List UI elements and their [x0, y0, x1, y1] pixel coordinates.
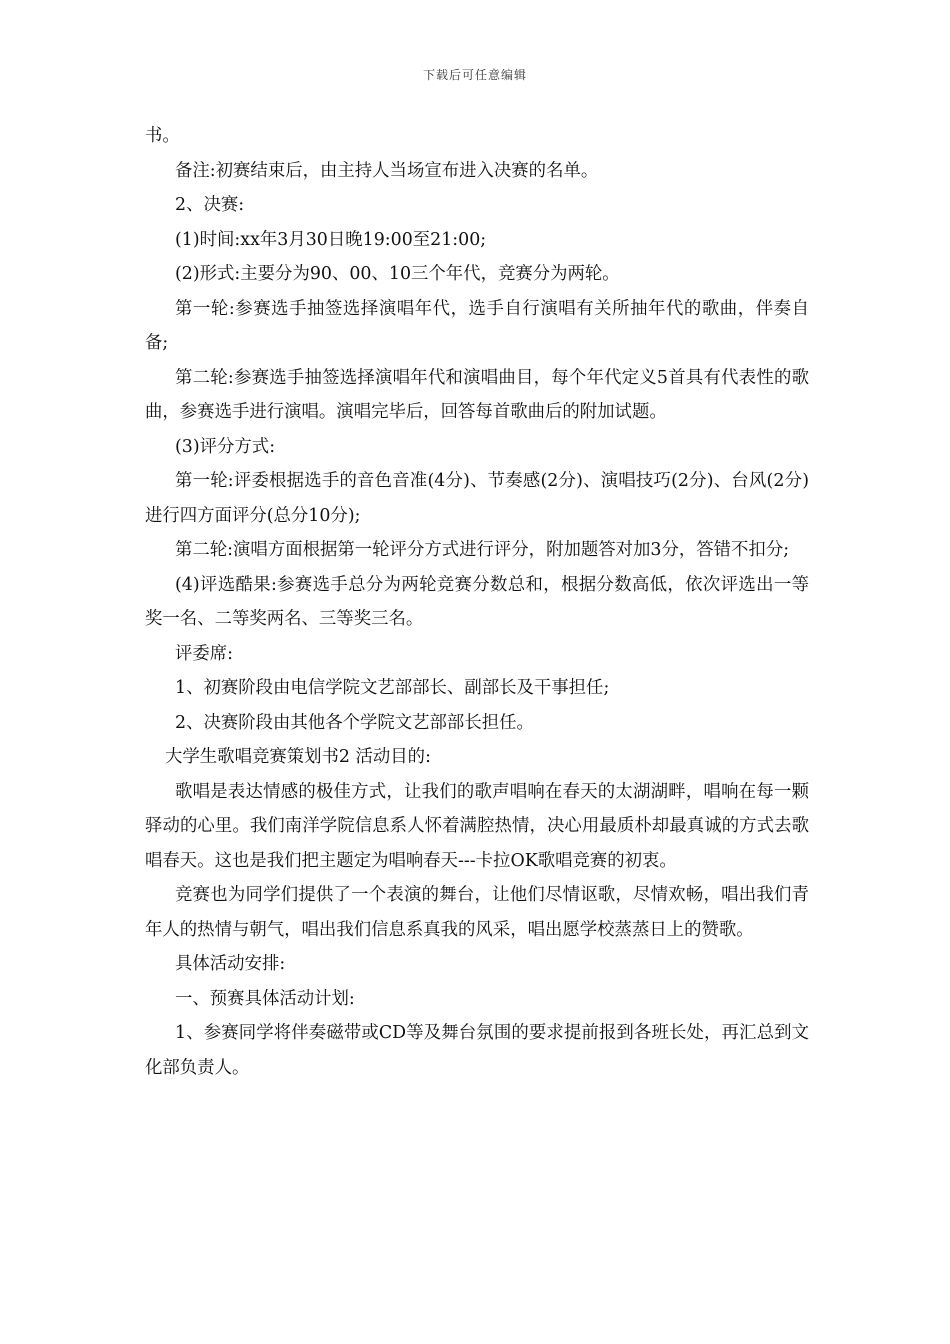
paragraph: 评委席: [175, 643, 234, 664]
paragraph: 第一轮:评委根据选手的音色音准(4分)、节奏感(2分)、演唱技巧(2分)、台风(2分)进行四方面评分(总分10分); [145, 471, 809, 526]
paragraph: 1、初赛阶段由电信学院文艺部部长、副部长及干事担任; [175, 678, 610, 698]
paragraph: 备注:初赛结束后，由主持人当场宣布进入决赛的名单。 [175, 160, 599, 181]
paragraph: 第二轮:参赛选手抽签选择演唱年代和演唱曲目，每个年代定义5首具有代表性的歌曲，参赛选手进行演唱。演唱完毕后，回答每首歌曲后的附加试题。 [145, 367, 809, 422]
section-heading: 大学生歌唱竞赛策划书2 活动目的: [165, 747, 431, 767]
paragraph: (3)评分方式: [175, 436, 276, 457]
paragraph: 歌唱是表达情感的极佳方式，让我们的歌声唱响在春天的太湖湖畔，唱响在每一颗驿动的心里。我们南洋学院信息系人怀着满腔热情，决心用最质朴却最真诚的方式去歌唱春天。这也是我们把主题定为唱响春天---卡拉OK歌唱竞赛的初衷。 [145, 781, 809, 871]
page-header: 下载后可任意编辑 [422, 68, 527, 82]
paragraph: 1、参赛同学将伴奏磁带或CD等及舞台氛围的要求提前报到各班长处，再汇总到文化部负责人。 [145, 1023, 809, 1078]
paragraph: (1)时间:xx年3月30日晚19:00至21:00; [175, 229, 487, 250]
paragraph: 竞赛也为同学们提供了一个表演的舞台，让他们尽情讴歌，尽情欢畅，唱出我们青年人的热情与朝气，唱出我们信息系真我的风采，唱出愿学校蒸蒸日上的赞歌。 [145, 885, 809, 940]
paragraph: 第一轮:参赛选手抽签选择演唱年代，选手自行演唱有关所抽年代的歌曲，伴奏自备; [145, 298, 809, 353]
paragraph: 第二轮:演唱方面根据第一轮评分方式进行评分，附加题答对加3分，答错不扣分; [175, 540, 790, 560]
paragraph: 2、决赛阶段由其他各个学院文艺部部长担任。 [175, 712, 534, 733]
paragraph: 2、决赛: [175, 195, 245, 215]
paragraph: 具体活动安排: [175, 954, 286, 974]
document-body [145, 119, 809, 1085]
paragraph: (2)形式:主要分为90、00、10三个年代，竞赛分为两轮。 [175, 264, 620, 284]
paragraph: (4)评选酷果:参赛选手总分为两轮竞赛分数总和，根据分数高低，依次评选出一等奖一名、二等奖两名、三等奖三名。 [145, 574, 809, 629]
paragraph: 一、预赛具体活动计划: [175, 988, 355, 1009]
paragraph: 书。 [145, 126, 180, 146]
